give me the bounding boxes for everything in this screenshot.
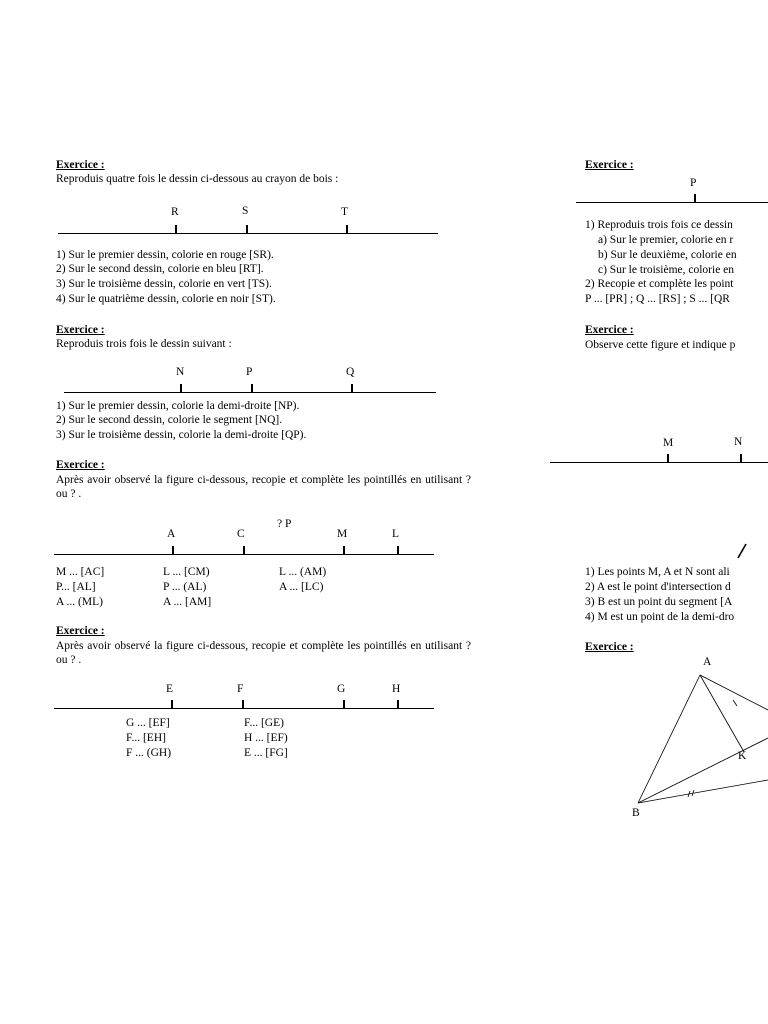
ex3-col1-item-3: A ... (ML) [56,596,103,608]
point-label-m: M [337,528,348,540]
ex4-col1-item-1: G ... [EF] [126,717,170,729]
tick-f [242,700,244,708]
ex4-col2-item-3: E ... [FG] [244,747,288,759]
triangle-figure [620,660,768,820]
ex1-item-1: 1) Sur le premier dessin, colorie en rouge [SR). [56,249,274,261]
ex4-heading: Exercice : [56,625,105,637]
point-label-p-right: P [690,177,697,189]
tick-n-right [740,454,742,462]
ex7-heading: Exercice : [585,641,634,653]
point-label-g: G [337,683,346,695]
point-label-c: C [237,528,245,540]
tick-r [175,225,177,233]
ex3-col2-item-3: A ... [AM] [163,596,212,608]
ex6-line [550,462,768,463]
ex3-col3-item-1: L ... (AM) [279,566,327,578]
ex4-col2-item-2: H ... [EF) [244,732,288,744]
ex2-item-3: 3) Sur le troisième dessin, colorie la demi-droite [QP). [56,429,307,441]
point-label-h: H [392,683,401,695]
ex3-col2-item-2: P ... (AL) [163,581,207,593]
ex6-figure-fragment [736,540,748,560]
ex4-col2-item-1: F... [GE) [244,717,284,729]
ex3-col2-item-1: L ... [CM) [163,566,210,578]
point-label-m-right: M [663,437,674,449]
ex3-instruction: Après avoir observé la figure ci-dessous, recopie et complète les pointillés en utilisant ? ou ? . [56,474,471,500]
ex6-instruction: Observe cette figure et indique p [585,339,736,351]
tick-n [180,384,182,392]
ex3-line [54,554,434,555]
point-label-b: B [632,807,640,819]
ex5-item-1a: a) Sur le premier, colorie en r [598,234,734,246]
point-label-r: R [171,206,179,218]
ex1-instruction: Reproduis quatre fois le dessin ci-dessous au crayon de bois : [56,173,339,185]
point-label-q: Q [346,366,355,378]
ex1-item-4: 4) Sur le quatrième dessin, colorie en noir [ST). [56,293,276,305]
tick-a [172,546,174,554]
tick-c [243,546,245,554]
point-label-a-right: A [703,656,712,668]
ex5-line [576,202,768,203]
ex4-col1-item-2: F... [EH] [126,732,166,744]
ex3-col3-item-2: A ... [LC) [279,581,324,593]
tick-t [346,225,348,233]
point-label-s: S [242,205,249,217]
tick-s [246,225,248,233]
ex4-line [54,708,434,709]
tick-q [351,384,353,392]
point-label-p: P [246,366,253,378]
point-label-l: L [392,528,400,540]
ex6-item-3: 3) B est un point du segment [A [585,596,733,608]
ex5-item-2: 2) Recopie et complète les point [585,278,734,290]
point-label-f: F [237,683,244,695]
ex3-col1-item-1: M ... [AC] [56,566,105,578]
point-label-a: A [167,528,176,540]
tick-e [171,700,173,708]
tick-p [251,384,253,392]
ex1-item-3: 3) Sur le troisième dessin, colorie en vert [TS). [56,278,272,290]
point-label-e: E [166,683,174,695]
point-label-p: ? P [277,518,292,530]
point-label-n: N [176,366,185,378]
ex5-heading: Exercice : [585,159,634,171]
ex1-heading: Exercice : [56,159,105,171]
point-label-t: T [341,206,349,218]
point-label-n-right: N [734,436,743,448]
ex1-line [58,233,438,234]
ex6-item-4: 4) M est un point de la demi-dro [585,611,735,623]
tick-m-right [667,454,669,462]
tick-h [397,700,399,708]
ex6-heading: Exercice : [585,324,634,336]
ex6-item-1: 1) Les points M, A et N sont ali [585,566,730,578]
ex2-item-1: 1) Sur le premier dessin, colorie la demi-droite [NP). [56,400,300,412]
ex5-item-1b: b) Sur le deuxième, colorie en [598,249,737,261]
tick-g [343,700,345,708]
ex2-heading: Exercice : [56,324,105,336]
point-p-above-line [288,534,289,554]
ex6-item-2: 2) A est le point d'intersection d [585,581,731,593]
tick-p-right [694,194,696,202]
ex5-item-2-answers: P ... [PR] ; Q ... [RS] ; S ... [QR [585,293,730,305]
ex5-item-1: 1) Reproduis trois fois ce dessin [585,219,733,231]
tick-m [343,546,345,554]
ex4-col1-item-3: F ... (GH) [126,747,172,759]
ex1-item-2: 2) Sur le second dessin, colorie en bleu [RT]. [56,263,264,275]
ex3-col1-item-2: P... [AL] [56,581,96,593]
tick-l [397,546,399,554]
ex5-item-1c: c) Sur le troisième, colorie en [598,264,735,276]
ex2-instruction: Reproduis trois fois le dessin suivant : [56,338,232,350]
ex2-line [64,392,436,393]
ex2-item-2: 2) Sur le second dessin, colorie le segment [NQ]. [56,414,283,426]
point-label-k: K [738,750,747,762]
ex3-heading: Exercice : [56,459,105,471]
ex4-instruction: Après avoir observé la figure ci-dessous, recopie et complète les pointillés en utilisant ? ou ? . [56,640,471,666]
